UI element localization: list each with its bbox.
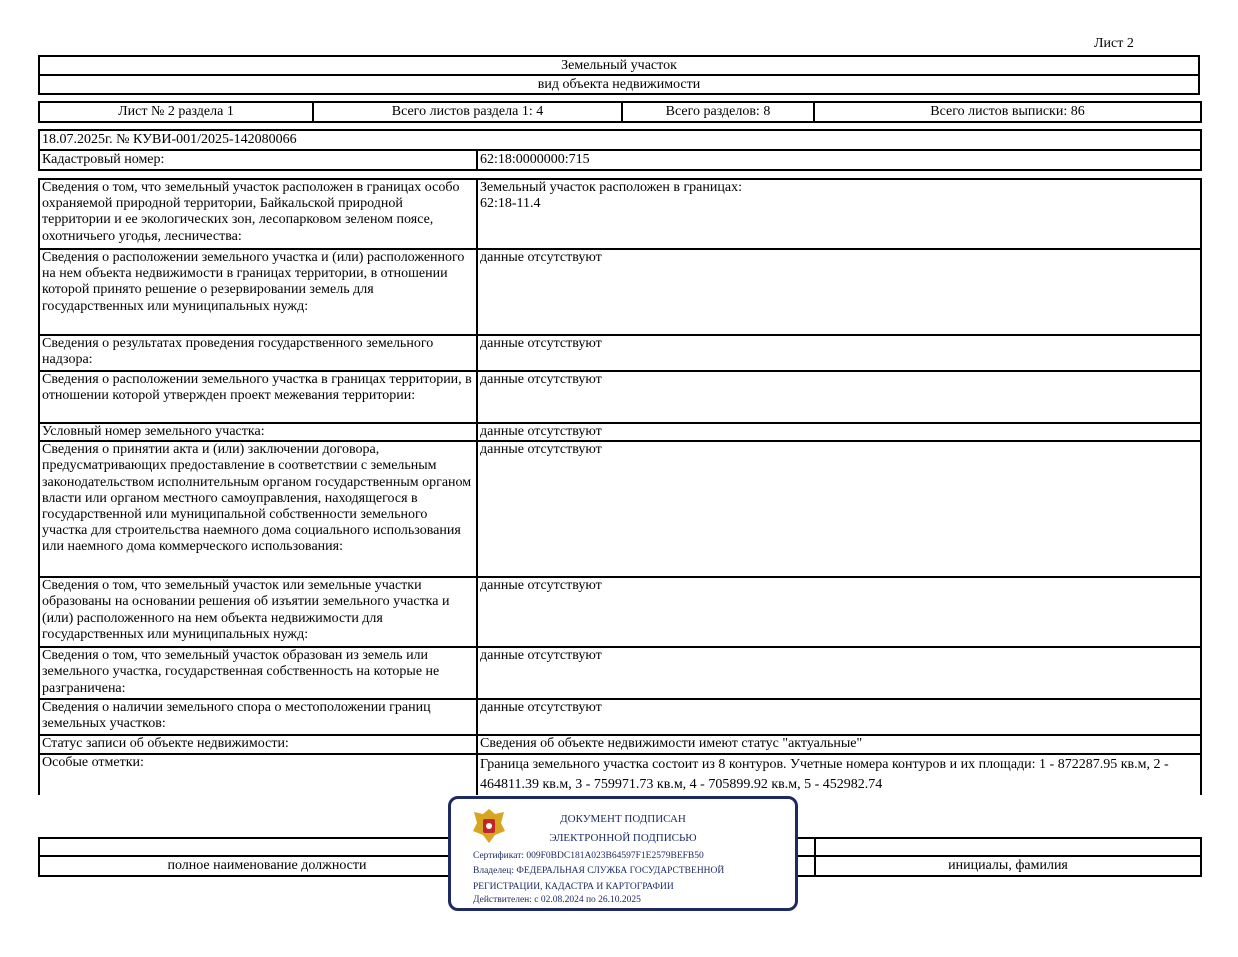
cadastral-number-label: Кадастровый номер: — [39, 150, 477, 170]
info-row-value: Сведения об объекте недвижимости имеют статус "актуальные" — [477, 735, 1201, 754]
info-row-label: Сведения о расположении земельного участка в границах территории, в отношении которой утвержден проект межевания территории: — [39, 371, 477, 423]
info-row-value: данные отсутствуют — [477, 371, 1201, 423]
stamp-validity: Действителен: с 02.08.2024 по 26.10.2025 — [473, 895, 641, 905]
info-row — [39, 179, 1201, 249]
cadastral-number-value: 62:18:0000000:715 — [477, 150, 1201, 170]
info-row — [39, 699, 1201, 735]
sheet-counts-table — [38, 101, 1202, 123]
stamp-certificate: Сертификат: 009F0BDC181A023B64597F1E2579BEFB50 — [473, 851, 704, 861]
info-row-label: Сведения о расположении земельного участка и (или) расположенного на нем объекта недвижимости в границах территории, в отношении которой принято решение о резервировании земель для государственных или муниципальных нужд: — [39, 249, 477, 335]
info-row-label: Сведения о принятии акта и (или) заключении договора, предусматривающих предоставление в соответствии с земельным законодательством исполнительным органом государственным органом власти или органом местного самоуправления, находящегося в государственной или муниципальной собственности земельного участка для строительства наемного дома социального использования или наемного дома коммерческого использования: — [39, 441, 477, 577]
stamp-owner-line2: РЕГИСТРАЦИИ, КАДАСТРА И КАРТОГРАФИИ — [473, 882, 674, 892]
info-row-label: Сведения о наличии земельного спора о местоположении границ земельных участков: — [39, 699, 477, 735]
info-row-value: данные отсутствуют — [477, 423, 1201, 441]
info-row-value: данные отсутствуют — [477, 577, 1201, 647]
info-row — [39, 647, 1201, 699]
name-field — [815, 838, 1201, 856]
extract-id-table — [38, 129, 1202, 171]
info-row-label: Сведения о том, что земельный участок расположен в границах особо охраняемой природной территории, Байкальской природной территории и ее экологических зон, лесопарковом зеленом поясе, охотничьего угодья, лесничества: — [39, 179, 477, 249]
name-caption: инициалы, фамилия — [815, 856, 1201, 876]
extract-date-number: 18.07.2025г. № КУВИ-001/2025-142080066 — [39, 130, 1201, 150]
total-sections: Всего разделов: 8 — [622, 102, 814, 122]
info-row — [39, 249, 1201, 335]
stamp-title-line1: ДОКУМЕНТ ПОДПИСАН — [560, 813, 686, 825]
sheets-in-section: Всего листов раздела 1: 4 — [313, 102, 622, 122]
object-type: Земельный участок — [39, 56, 1199, 75]
info-row-value: данные отсутствуют — [477, 335, 1201, 371]
info-row-label: Особые отметки: — [39, 754, 477, 795]
info-row — [39, 335, 1201, 371]
info-row — [39, 735, 1201, 754]
info-row-label: Условный номер земельного участка: — [39, 423, 477, 441]
info-row-label: Сведения о результатах проведения государственного земельного надзора: — [39, 335, 477, 371]
sheet-number: Лист 2 — [1094, 36, 1134, 51]
info-row-label: Сведения о том, что земельный участок или земельные участки образованы на основании решения об изъятии земельного участка и (или) расположенного на нем объекта недвижимости для государственных или муниципальных нужд: — [39, 577, 477, 647]
info-row-label: Статус записи об объекте недвижимости: — [39, 735, 477, 754]
info-row-value: Земельный участок расположен в границах: 62:18-11.4 — [477, 179, 1201, 249]
info-row-value: данные отсутствуют — [477, 647, 1201, 699]
info-row — [39, 577, 1201, 647]
info-row-label: Сведения о том, что земельный участок образован из земель или земельного участка, государственная собственность на которые не разграничена: — [39, 647, 477, 699]
info-row-value: данные отсутствуют — [477, 249, 1201, 335]
stamp-title-line2: ЭЛЕКТРОННОЙ ПОДПИСЬЮ — [549, 832, 697, 844]
e-signature-stamp — [448, 796, 798, 911]
info-row-value: Граница земельного участка состоит из 8 контуров. Учетные номера контуров и их площади: 1 - 872287.95 кв.м, 2 - 464811.39 кв.м, 3 - 759971.73 кв.м, 4 - 705899.92 кв.м, 5 - 452982.74 — [477, 754, 1201, 795]
position-field — [39, 838, 495, 856]
object-type-caption: вид объекта недвижимости — [39, 75, 1199, 94]
sheet-of-section: Лист № 2 раздела 1 — [39, 102, 313, 122]
position-caption: полное наименование должности — [39, 856, 495, 876]
info-row — [39, 754, 1201, 795]
info-row — [39, 441, 1201, 577]
info-row — [39, 423, 1201, 441]
total-sheets: Всего листов выписки: 86 — [814, 102, 1201, 122]
object-type-table — [38, 55, 1200, 95]
info-row-value: данные отсутствуют — [477, 699, 1201, 735]
stamp-owner-line1: Владелец: ФЕДЕРАЛЬНАЯ СЛУЖБА ГОСУДАРСТВЕННОЙ — [473, 866, 725, 876]
land-info-table — [38, 178, 1202, 795]
info-row-value: данные отсутствуют — [477, 441, 1201, 577]
info-row — [39, 371, 1201, 423]
